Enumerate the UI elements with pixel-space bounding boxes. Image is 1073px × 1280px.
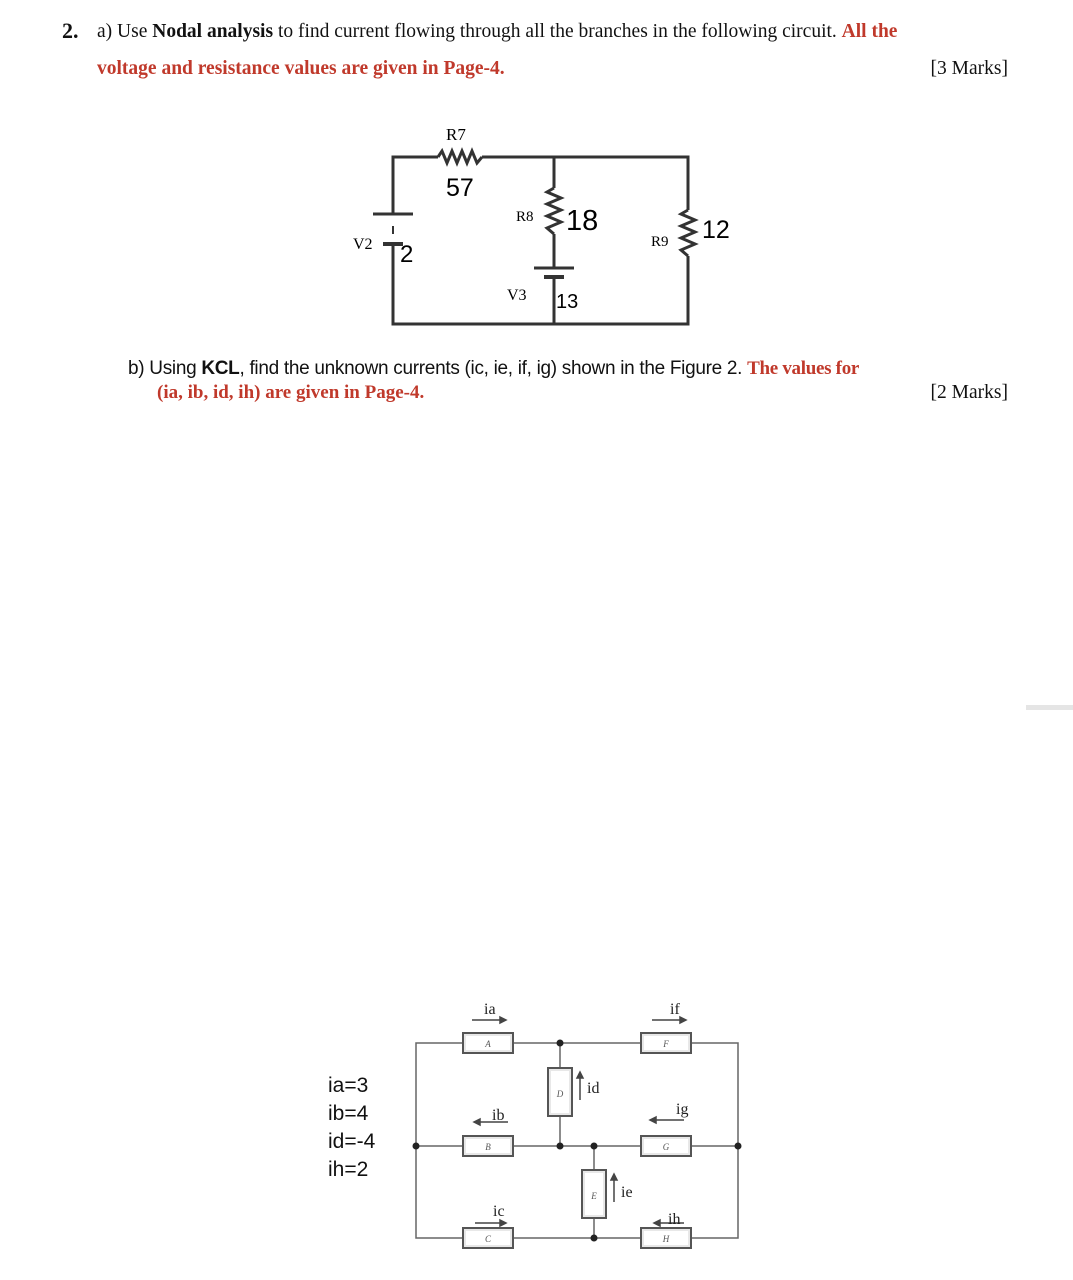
r8-resistor — [547, 188, 561, 234]
node-right — [735, 1143, 742, 1150]
label-id: id — [587, 1080, 600, 1097]
part-b-red-line-2: (ia, ib, id, ih) are given in Page-4. — [157, 382, 425, 403]
figure-2-diagram — [0, 990, 1073, 1280]
part-a-red-start: All the — [841, 21, 898, 42]
given-ib: ib=4 — [328, 1102, 369, 1125]
given-ih: ih=2 — [328, 1158, 369, 1181]
label-if: if — [670, 1001, 680, 1018]
part-b-red-start: The values for — [747, 358, 860, 379]
part-a-text: to find current flowing through all the branches in the following circuit. — [273, 21, 842, 42]
wire-left-top — [393, 157, 438, 214]
r8-value: 18 — [566, 205, 599, 237]
part-b-prefix: b) Using — [128, 358, 202, 379]
r7-resistor — [438, 151, 482, 163]
node-left — [413, 1143, 420, 1150]
element-b-letter: B — [485, 1142, 491, 1152]
r8-label: R8 — [516, 209, 534, 225]
r9-value: 12 — [702, 216, 730, 244]
label-ib: ib — [492, 1107, 505, 1124]
v2-value: 2 — [400, 241, 414, 268]
element-f-letter: F — [663, 1039, 669, 1049]
part-b-line-1 — [128, 358, 859, 380]
label-ig: ig — [676, 1101, 689, 1118]
question-number: 2. — [62, 18, 79, 43]
circuit-diagram-a — [0, 0, 1073, 340]
element-e-letter: E — [591, 1191, 597, 1201]
wire-bottom — [393, 244, 688, 324]
node-mid-left — [557, 1143, 564, 1150]
wire-top-right — [482, 157, 688, 210]
part-a-prefix: a) Use — [97, 21, 153, 42]
part-b-text: , find the unknown currents (ic, ie, if, ig) shown in the Figure 2. — [239, 358, 748, 379]
part-a-bold-term: Nodal analysis — [152, 21, 274, 42]
label-ie: ie — [621, 1184, 633, 1201]
r7-value: 57 — [446, 174, 474, 202]
element-h-letter: H — [662, 1234, 670, 1244]
element-a-letter: A — [485, 1039, 491, 1049]
node-bottom — [591, 1235, 598, 1242]
element-g-letter: G — [662, 1142, 670, 1152]
part-a-marks: [3 Marks] — [930, 58, 1008, 79]
part-b-bold-term: KCL — [201, 358, 240, 379]
v2-label: V2 — [353, 236, 373, 253]
element-c-letter: C — [484, 1234, 492, 1244]
r7-label: R7 — [446, 125, 466, 144]
v3-value: 13 — [556, 291, 579, 313]
node-mid-right — [591, 1143, 598, 1150]
v3-label: V3 — [507, 287, 527, 304]
node-top — [557, 1040, 564, 1047]
given-ia: ia=3 — [328, 1074, 369, 1097]
r9-resistor — [681, 210, 695, 256]
part-b-marks: [2 Marks] — [930, 382, 1008, 403]
label-ih: ih — [668, 1211, 681, 1228]
element-d-letter: D — [556, 1089, 564, 1099]
scan-artifact — [1026, 705, 1073, 710]
label-ia: ia — [484, 1001, 496, 1018]
r9-label: R9 — [651, 234, 669, 250]
label-ic: ic — [493, 1203, 505, 1220]
part-a-red-line-2: voltage and resistance values are given in Page-4. — [97, 58, 505, 79]
given-id: id=-4 — [328, 1130, 376, 1153]
